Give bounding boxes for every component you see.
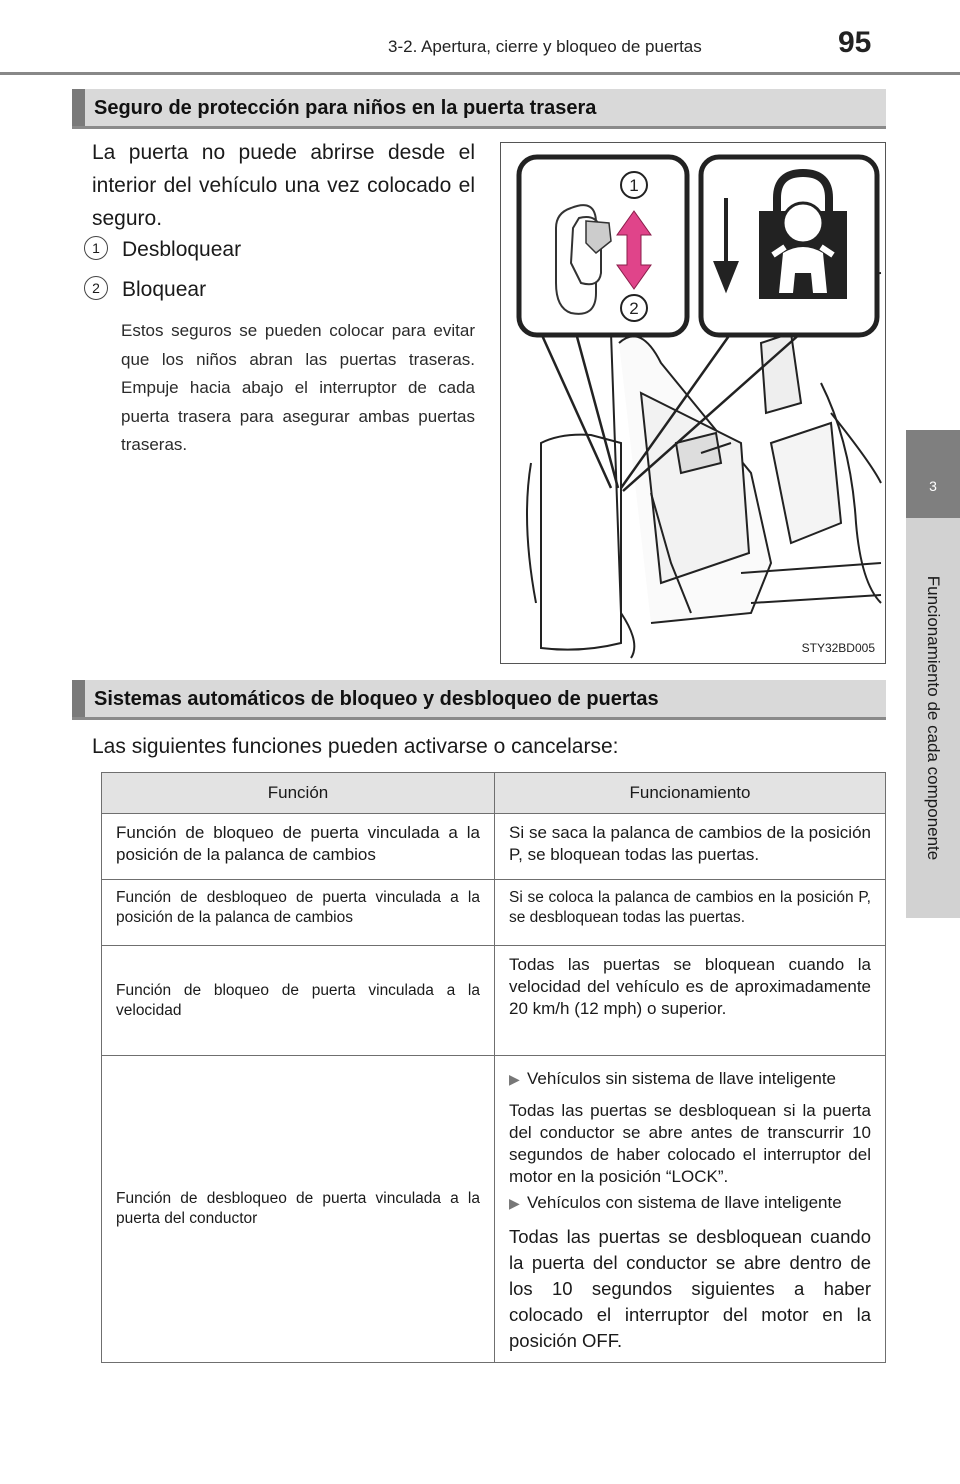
sub-heading-text: Vehículos con sistema de llave inteligente <box>527 1193 842 1212</box>
child-lock-note: Estos seguros se pueden colocar para evitar que los niños abran las puertas traseras. Empuje hacia abajo el interruptor de cada puerta trasera para asegurar ambas puertas traseras. <box>121 321 475 454</box>
section-title: Sistemas automáticos de bloqueo y desbloqueo de puertas <box>94 688 659 710</box>
cell-operation: Si se coloca la palanca de cambios en la posición P, se desbloquean todas las puertas. <box>495 880 886 946</box>
chapter-number: 3 <box>929 478 937 494</box>
triangle-right-icon: ▶ <box>509 1071 520 1087</box>
step-number-badge: 1 <box>84 236 108 260</box>
child-lock-illustration <box>500 142 886 664</box>
sub-heading-no-smart-key <box>509 1068 871 1090</box>
section-title: Seguro de protección para niños en la puerta trasera <box>94 97 597 119</box>
chapter-title: Funcionamiento de cada componente <box>924 575 943 861</box>
header-rule <box>0 72 960 75</box>
triangle-right-icon: ▶ <box>509 1195 520 1211</box>
child-lock-paragraph: La puerta no puede abrirse desde el interior del vehículo una vez colocado el seguro. <box>92 141 475 230</box>
door-illustration <box>501 143 887 665</box>
page-number: 95 <box>838 26 872 59</box>
table-row <box>102 1056 886 1363</box>
column-header-operation: Funcionamiento <box>495 773 886 814</box>
step-number-badge: 2 <box>84 276 108 300</box>
callout-1-label: 1 <box>629 176 639 195</box>
sub-heading-text: Vehículos sin sistema de llave inteligente <box>527 1069 837 1088</box>
column-header-function: Función <box>102 773 495 814</box>
table-header-row <box>102 773 886 814</box>
section-header-child-lock <box>72 89 886 129</box>
auto-lock-table <box>101 772 886 1363</box>
cell-operation: Si se saca la palanca de cambios de la posición P, se bloquean todas las puertas. <box>495 814 886 880</box>
section-header-auto-lock <box>72 680 886 720</box>
chapter-tab <box>906 518 960 918</box>
step-unlock <box>84 238 241 262</box>
callout-2-label: 2 <box>629 299 639 318</box>
cell-operation <box>495 1056 886 1363</box>
table-row <box>102 880 886 946</box>
cell-function: Función de desbloqueo de puerta vinculada a la posición de la palanca de cambios <box>102 880 495 946</box>
step-label: Bloquear <box>122 278 207 301</box>
cell-operation: Todas las puertas se bloquean cuando la velocidad del vehículo es de aproximadamente 20 km/h (12 mph) o superior. <box>495 946 886 1056</box>
cell-function: Función de bloqueo de puerta vinculada a la velocidad <box>102 946 495 1056</box>
step-label: Desbloquear <box>122 238 242 261</box>
table-row <box>102 946 886 1056</box>
sub-heading-smart-key <box>509 1192 871 1214</box>
step-lock <box>84 278 206 302</box>
figure-code: STY32BD005 <box>801 641 875 655</box>
cell-function: Función de desbloqueo de puerta vinculada a la puerta del conductor <box>102 1056 495 1363</box>
table-row <box>102 814 886 880</box>
cell-function: Función de bloqueo de puerta vinculada a la posición de la palanca de cambios <box>102 814 495 880</box>
no-smart-key-text: Todas las puertas se desbloquean si la puerta del conductor se abre antes de transcurrir 10 segundos de haber colocado el interruptor del motor en la posición “LOCK”. <box>509 1101 871 1186</box>
auto-lock-intro: Las siguientes funciones pueden activarse o cancelarse: <box>92 735 619 758</box>
chapter-tab-number <box>906 430 960 518</box>
smart-key-text: Todas las puertas se desbloquean cuando la puerta del conductor se abre dentro de los 10 segundos siguientes a haber colocado el interruptor del motor en la posición OFF. <box>509 1226 871 1351</box>
running-header: 3-2. Apertura, cierre y bloqueo de puertas <box>388 37 702 56</box>
